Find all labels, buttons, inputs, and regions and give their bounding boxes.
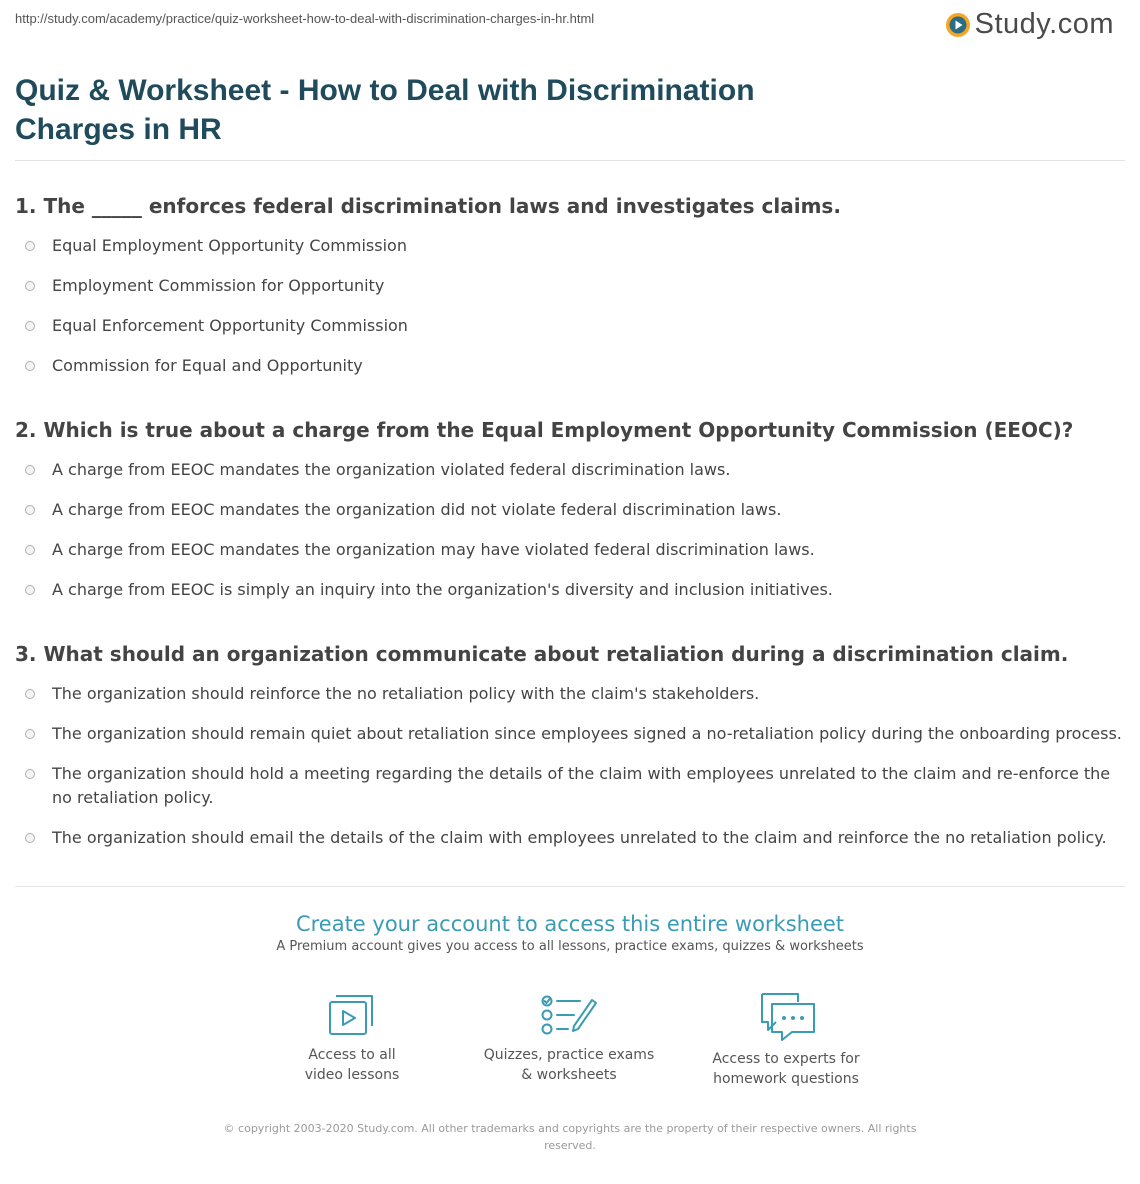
question-2: [15, 418, 1125, 618]
video-lesson-icon: [326, 992, 378, 1038]
title-divider: [15, 160, 1125, 161]
option-label: The organization should remain quiet about retaliation since employees signed a no-retaliation policy during the onboarding process.: [52, 724, 1122, 743]
page-url: http://study.com/academy/practice/quiz-worksheet-how-to-deal-with-discrimination-charges-in-hr.html: [15, 11, 595, 26]
radio-button[interactable]: [25, 689, 35, 699]
question-2-options: [15, 458, 1125, 602]
answer-option[interactable]: [15, 354, 1125, 378]
radio-button[interactable]: [25, 505, 35, 515]
radio-button[interactable]: [25, 545, 35, 555]
cta-subheading: A Premium account gives you access to all lessons, practice exams, quizzes & worksheets: [276, 939, 864, 954]
feature-video-lessons: [262, 992, 442, 1085]
answer-option[interactable]: [15, 498, 1125, 522]
answer-option[interactable]: [15, 234, 1125, 258]
question-3: [15, 642, 1125, 866]
answer-option[interactable]: [15, 538, 1125, 562]
copyright-notice: © copyright 2003-2020 Study.com. All other trademarks and copyrights are the property of their respective owners. All rights reserved.: [223, 1122, 917, 1152]
question-1-text: 1. The _____ enforces federal discrimination laws and investigates claims.: [15, 194, 841, 218]
option-label: The organization should hold a meeting regarding the details of the claim with employees unrelated to the claim and re-enforce the no retaliation policy.: [52, 764, 1111, 807]
page-title: Quiz & Worksheet - How to Deal with Discrimination Charges in HR: [15, 74, 755, 146]
question-3-options: [15, 682, 1125, 850]
feature-label: Access to experts for homework questions: [712, 1051, 860, 1087]
answer-option[interactable]: [15, 458, 1125, 482]
feature-label: Quizzes, practice exams & worksheets: [483, 1047, 655, 1083]
answer-option[interactable]: [15, 578, 1125, 602]
option-label: Employment Commission for Opportunity: [52, 276, 385, 295]
radio-button[interactable]: [25, 321, 35, 331]
radio-button[interactable]: [25, 729, 35, 739]
feature-label: Access to all video lessons: [304, 1047, 400, 1083]
radio-button[interactable]: [25, 769, 35, 779]
radio-button[interactable]: [25, 361, 35, 371]
answer-option[interactable]: [15, 762, 1125, 810]
question-1-options: [15, 234, 1125, 378]
option-label: Equal Employment Opportunity Commission: [52, 236, 407, 255]
question-1: [15, 194, 1125, 394]
cta-heading-link[interactable]: Create your account to access this entire worksheet: [295, 912, 845, 936]
option-label: A charge from EEOC mandates the organization may have violated federal discrimination laws.: [52, 540, 815, 559]
quiz-divider: [15, 886, 1125, 887]
answer-option[interactable]: [15, 826, 1125, 850]
radio-button[interactable]: [25, 465, 35, 475]
answer-option[interactable]: [15, 314, 1125, 338]
feature-quizzes: [479, 992, 659, 1085]
option-label: Equal Enforcement Opportunity Commission: [52, 316, 408, 335]
radio-button[interactable]: [25, 833, 35, 843]
answer-option[interactable]: [15, 274, 1125, 298]
study-logo[interactable]: [945, 8, 1114, 41]
option-label: Commission for Equal and Opportunity: [52, 356, 363, 375]
answer-option[interactable]: [15, 682, 1125, 706]
option-label: A charge from EEOC mandates the organization violated federal discrimination laws.: [52, 460, 731, 479]
expert-chat-icon: [754, 992, 818, 1042]
radio-button[interactable]: [25, 281, 35, 291]
question-3-text: 3. What should an organization communicate about retaliation during a discrimination claim.: [15, 642, 1069, 666]
option-label: A charge from EEOC mandates the organization did not violate federal discrimination laws.: [52, 500, 782, 519]
answer-option[interactable]: [15, 722, 1125, 746]
option-label: The organization should email the details of the claim with employees unrelated to the claim and reinforce the no retaliation policy.: [52, 828, 1107, 847]
feature-experts: [696, 992, 876, 1089]
radio-button[interactable]: [25, 585, 35, 595]
radio-button[interactable]: [25, 241, 35, 251]
quiz-checklist-icon: [540, 992, 598, 1038]
question-2-text: 2. Which is true about a charge from the Equal Employment Opportunity Commission (EEOC)?: [15, 418, 1074, 442]
study-logo-play-icon: [945, 12, 971, 38]
premium-features: [0, 992, 1140, 1092]
option-label: A charge from EEOC is simply an inquiry into the organization's diversity and inclusion initiatives.: [52, 580, 833, 599]
option-label: The organization should reinforce the no retaliation policy with the claim's stakeholders.: [52, 684, 760, 703]
study-logo-text: Study.com: [974, 8, 1114, 40]
premium-cta: [0, 911, 1140, 954]
